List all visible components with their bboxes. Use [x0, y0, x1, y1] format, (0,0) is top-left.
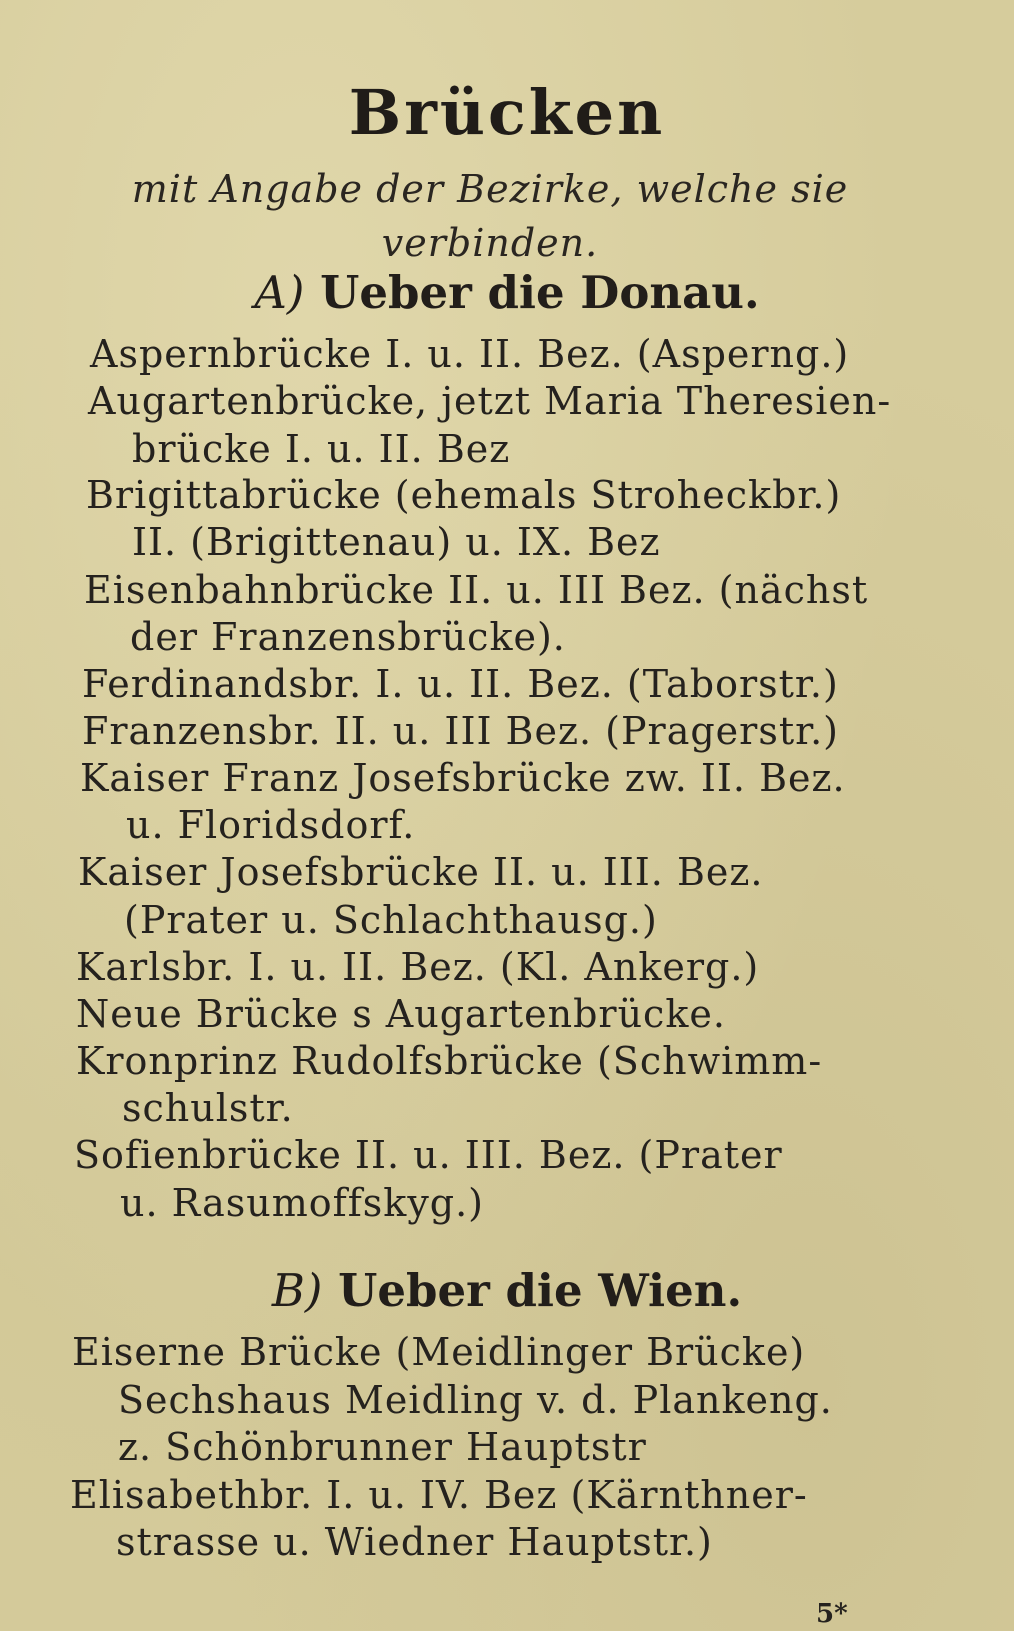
bridge-entry-line: Augartenbrücke, jetzt Maria Theresien- — [88, 379, 892, 423]
bridge-entry-line: Kaiser Franz Josefsbrücke zw. II. Bez. — [80, 756, 846, 800]
section-heading-donau — [0, 266, 1014, 319]
bridge-entry-line: Franzensbr. II. u. III Bez. (Pragerstr.) — [82, 709, 839, 753]
page-subtitle: mit Angabe der Bezirke, welche sie verbinden. — [131, 167, 849, 265]
bridge-entry-line: schulstr. — [122, 1086, 294, 1130]
section-title: Ueber die Donau. — [320, 266, 760, 319]
bridge-entry-line: strasse u. Wiedner Hauptstr.) — [116, 1520, 713, 1564]
section-title: Ueber die Wien. — [338, 1264, 743, 1317]
bridge-entry-line: brücke I. u. II. Bez — [132, 427, 511, 471]
bridge-entry-line: Eiserne Brücke (Meidlinger Brücke) — [72, 1330, 806, 1374]
bridge-entry-line: Sofienbrücke II. u. III. Bez. (Prater — [74, 1133, 783, 1177]
bridge-entry-line: Neue Brücke s Augartenbrücke. — [76, 992, 726, 1036]
bridge-entry-line: u. Floridsdorf. — [126, 803, 416, 847]
bridge-entry-line: Kronprinz Rudolfsbrücke (Schwimm- — [76, 1039, 823, 1083]
section-letter: B) — [271, 1264, 323, 1317]
bridge-entry-line: Aspernbrücke I. u. II. Bez. (Asperng.) — [90, 332, 850, 376]
bridge-entry-line: Kaiser Josefsbrücke II. u. III. Bez. — [78, 850, 764, 894]
page-number: 5* — [816, 1599, 848, 1629]
bridge-entry-line: z. Schönbrunner Hauptstr — [118, 1425, 647, 1469]
bridge-entry-line: der Franzensbrücke). — [130, 615, 566, 659]
bridge-entry-line: Brigittabrücke (ehemals Stroheckbr.) — [86, 473, 842, 517]
bridge-entry-line: II. (Brigittenau) u. IX. Bez — [132, 520, 661, 564]
section-heading-wien — [0, 1264, 1014, 1317]
bridge-entry-line: (Prater u. Schlachthausg.) — [124, 898, 658, 942]
bridge-entry-line: Elisabethbr. I. u. IV. Bez (Kärnthner- — [70, 1473, 808, 1517]
section-letter: A) — [254, 266, 305, 319]
page-title: Brücken — [348, 76, 666, 149]
bridge-entry-line: Karlsbr. I. u. II. Bez. (Kl. Ankerg.) — [76, 945, 760, 989]
bridge-entry-line: Eisenbahnbrücke II. u. III Bez. (nächst — [84, 568, 869, 612]
bridge-entry-line: Sechshaus Meidling v. d. Plankeng. — [118, 1378, 833, 1422]
bridge-entry-line: Ferdinandsbr. I. u. II. Bez. (Taborstr.) — [82, 662, 839, 706]
bridge-entry-line: u. Rasumoffskyg.) — [120, 1181, 485, 1225]
